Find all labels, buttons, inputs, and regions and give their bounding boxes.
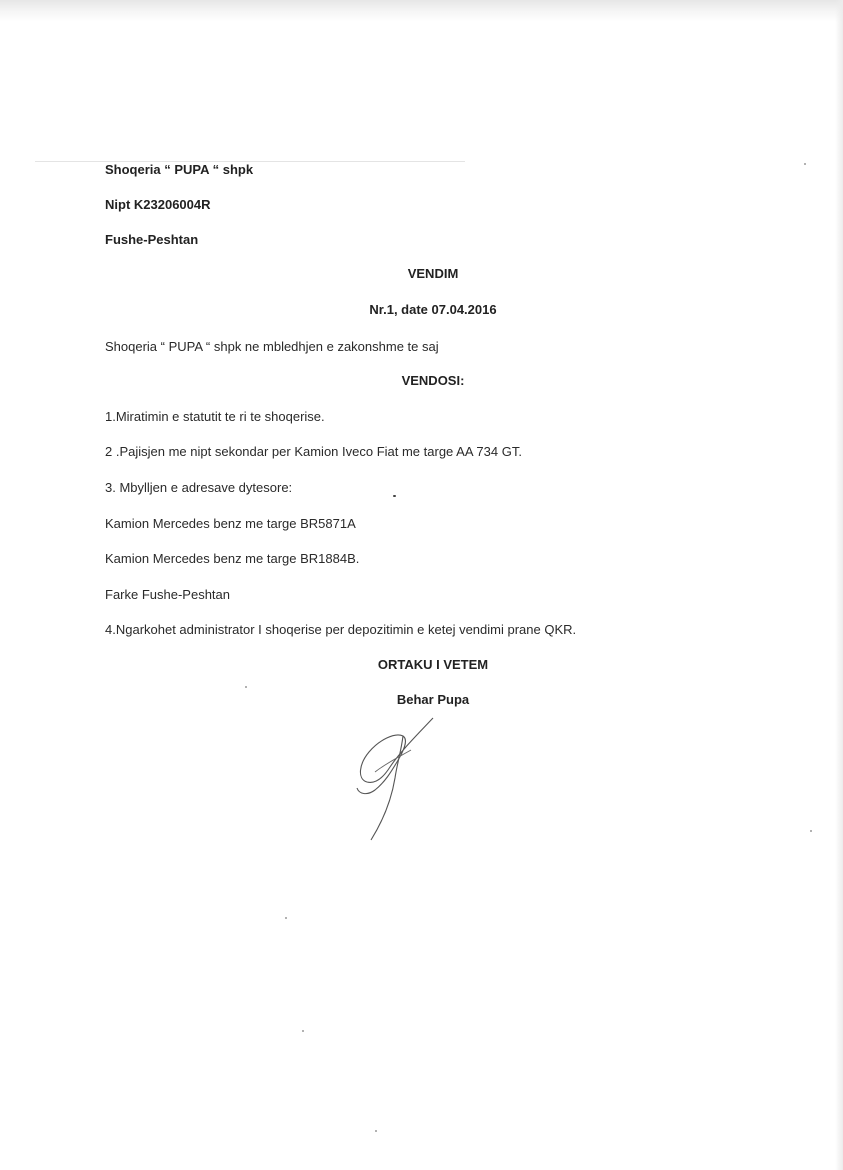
- decision-heading: VENDOSI:: [401, 373, 465, 388]
- signatory-title: ORTAKU I VETEM: [377, 657, 489, 672]
- scan-speck: [285, 917, 287, 919]
- company-location: Fushe-Peshtan: [105, 232, 199, 247]
- scan-speck: [393, 495, 396, 497]
- intro-text: Shoqeria “ PUPA “ shpk ne mbledhjen e zakonshme te saj: [105, 339, 439, 354]
- company-nipt: Nipt K23206004R: [105, 197, 211, 212]
- company-name: Shoqeria “ PUPA “ shpk: [105, 162, 254, 177]
- scan-shadow-right: [835, 0, 843, 1170]
- decision-item: 3. Mbylljen e adresave dytesore:: [105, 480, 293, 495]
- decision-item: Kamion Mercedes benz me targe BR5871A: [105, 516, 356, 531]
- decision-item: 2 .Pajisjen me nipt sekondar per Kamion Iveco Fiat me targe AA 734 GT.: [105, 444, 522, 459]
- scan-speck: [245, 686, 247, 688]
- decision-item: 1.Miratimin e statutit te ri te shoqerise.: [105, 409, 325, 424]
- decision-item: Kamion Mercedes benz me targe BR1884B.: [105, 551, 360, 566]
- scan-speck: [810, 830, 812, 832]
- handwritten-signature: [345, 712, 445, 847]
- decision-item: 4.Ngarkohet administrator I shoqerise per depozitimin e ketej vendimi prane QKR.: [105, 622, 577, 637]
- document-number-date: Nr.1, date 07.04.2016: [369, 302, 497, 317]
- scan-speck: [375, 1130, 377, 1132]
- scan-speck: [302, 1030, 304, 1032]
- scan-speck: [804, 163, 806, 165]
- signatory-name: Behar Pupa: [396, 692, 470, 707]
- scan-shadow-top: [0, 0, 843, 22]
- decision-item: Farke Fushe-Peshtan: [105, 587, 231, 602]
- document-title: VENDIM: [407, 266, 459, 281]
